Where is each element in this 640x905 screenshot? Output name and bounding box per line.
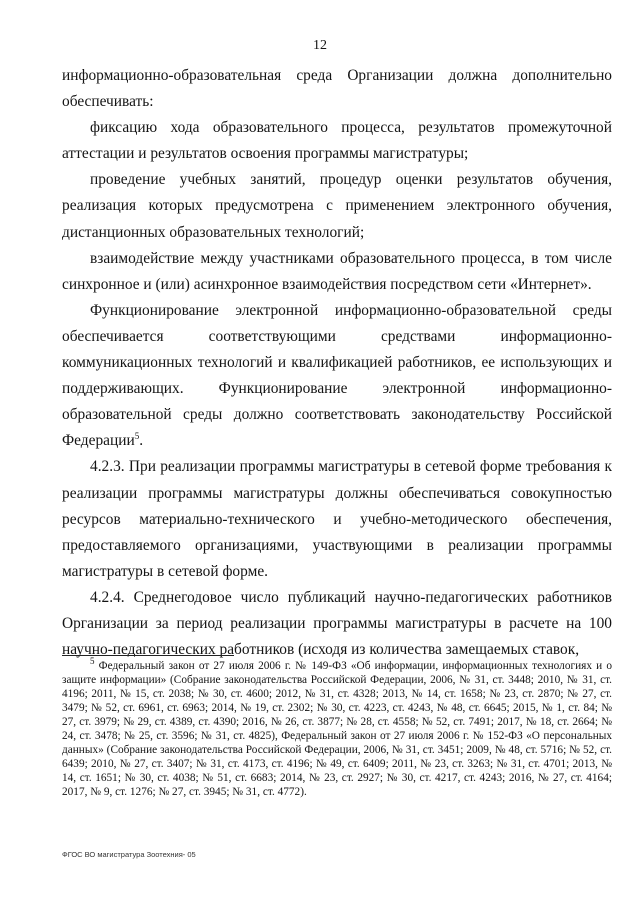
paragraph: 4.2.4. Среднегодовое число публикаций научно-педагогических работников Организации за период реализации программы магистратуры в расчете на 100 научно-педагогических работников (исходя из количества замещаемых ставок, [62, 588, 612, 659]
footnote-separator [62, 655, 234, 656]
paragraph: информационно-образовательная среда Организации должна дополнительно обеспечивать: [62, 67, 612, 111]
paragraph [62, 298, 612, 455]
footnote-reference[interactable]: 5 [134, 431, 140, 442]
body-text [62, 63, 612, 663]
page-footer: ФГОС ВО магистратура Зоотехния- 05 [62, 850, 196, 859]
footnote [62, 656, 612, 799]
footnote-number: 5 [90, 656, 95, 667]
footnote-text: Федеральный закон от 27 июля 2006 г. № 149-ФЗ «Об информации, информационных технологиях и о защите информации» (Собрание законодательства Российской Федерации, 2006, № 31, ст. 3448; 2010, № 31, ст. 4196; 2011, № 15, ст. 2038; № 30, ст. 4600; 2012, № 31, ст. 4328; 2013, № 14, ст. 1658; № 23, ст. 2870; № 27, ст. 3479; № 52, ст. 6961, ст. 6963; 2014, № 19, ст. 2302; № 30, ст. 4223, ст. 4243, № 48, ст. 6645; 2015, № 1, ст. 84; № 27, ст. 3979; № 29, ст. 4389, ст. 4390; 2016, № 26, ст. 3877; № 28, ст. 4558; № 52, ст. 7491; 2017, № 18, ст. 2664; № 24, ст. 3478; № 25, ст. 3596; № 31, ст. 4825), Федеральный закон от 27 июля 2006 г. № 152-ФЗ «О персональных данных» (Собрание законодательства Российской Федерации, 2006, № 31, ст. 3451; 2009, № 48, ст. 5716; № 52, ст. 6439; 2010, № 27, ст. 3407; № 31, ст. 4173, ст. 4196; № 49, ст. 6409; 2011, № 23, ст. 3263; № 31, ст. 4701; 2013, № 14, ст. 1651; № 30, ст. 4038; № 51, ст. 6683; 2014, № 23, ст. 2927; № 30, ст. 4217, ст. 4243; 2016, № 27, ст. 4164; 2017, № 9, ст. 1276; № 27, ст. 3945; № 31, ст. 4772). [62, 660, 612, 799]
page-number: 12 [313, 38, 327, 53]
paragraph-text: Функционирование электронной информационно-образовательной среды обеспечивается соответствующими средствами информационно-коммуникационных технологий и квалификацией работников, ее использующих и поддерживающих. Функционирование электронной информационно-образовательной среды должно соответствовать законодательству Российской Федерации [62, 301, 612, 450]
paragraph-end: . [139, 432, 144, 450]
paragraph: 4.2.3. При реализации программы магистратуры в сетевой форме требования к реализации программы магистратуры должны обеспечиваться совокупностью ресурсов материально-технического и учебно-методического обеспечения, предоставляемого организациями, участвующими в реализации программы магистратуры в сетевой форме. [62, 458, 612, 580]
paragraph: взаимодействие между участниками образовательного процесса, в том числе синхронное и (или) асинхронное взаимодействия посредством сети «Интернет». [62, 249, 612, 293]
paragraph: проведение учебных занятий, процедур оценки результатов обучения, реализация которых предусмотрена с применением электронного обучения, дистанционных образовательных технологий; [62, 171, 612, 241]
paragraph: фиксацию хода образовательного процесса, результатов промежуточной аттестации и результатов освоения программы магистратуры; [62, 119, 612, 163]
